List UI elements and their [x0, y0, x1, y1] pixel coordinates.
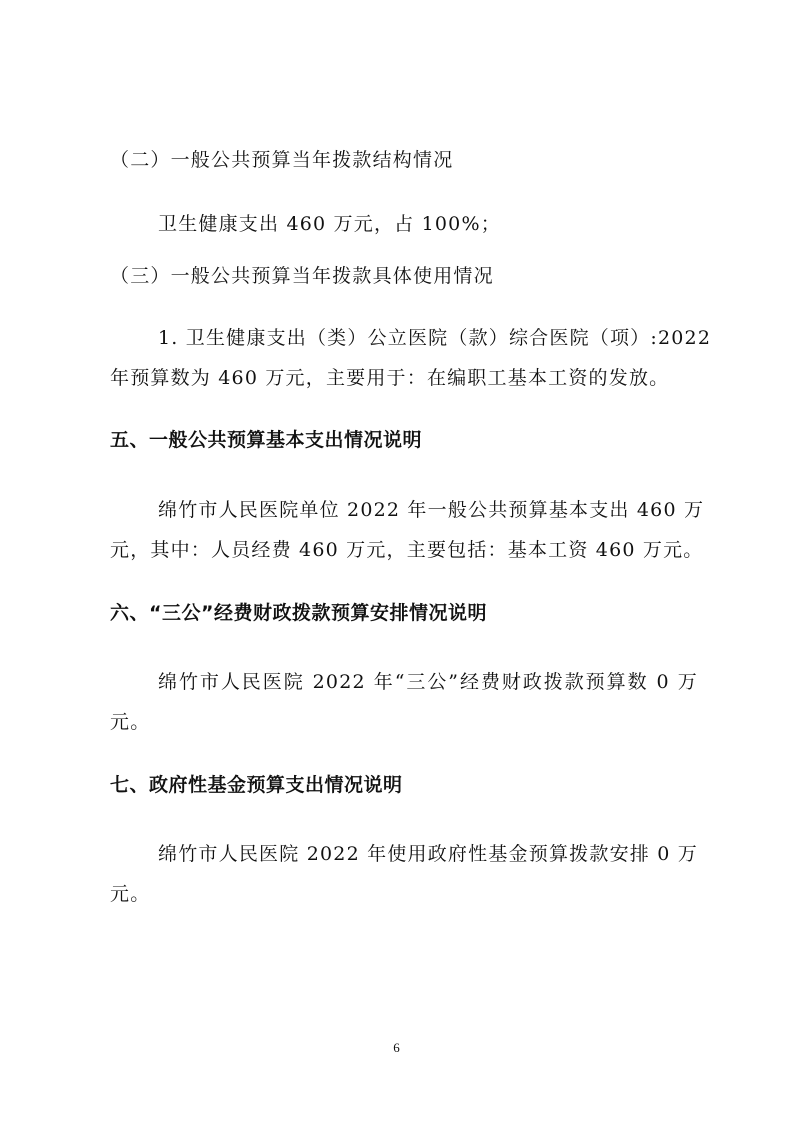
- page-number: 6: [393, 1040, 400, 1055]
- section-heading-5: 五、一般公共预算基本支出情况说明: [110, 429, 423, 451]
- section-6-paragraph-line2: 元。: [110, 711, 151, 733]
- section-7-paragraph-line2: 元。: [110, 883, 151, 905]
- subsection-heading-3: （三）一般公共预算当年拨款具体使用情况: [110, 265, 494, 287]
- section-heading-6: 六、“三公”经费财政拨款预算安排情况说明: [110, 602, 487, 624]
- section-5-paragraph-line1: 绵竹市人民医院单位 2022 年一般公共预算基本支出 460 万: [158, 499, 705, 521]
- subsection-2-paragraph: 卫生健康支出 460 万元，占 100%；: [158, 213, 501, 235]
- section-6-paragraph-line1: 绵竹市人民医院 2022 年“三公”经费财政拨款预算数 0 万: [158, 671, 698, 693]
- subsection-3-paragraph-line1: 1. 卫生健康支出（类）公立医院（款）综合医院（项）:2022: [158, 327, 712, 349]
- section-7-paragraph-line1: 绵竹市人民医院 2022 年使用政府性基金预算拨款安排 0 万: [158, 843, 698, 865]
- section-heading-7: 七、政府性基金预算支出情况说明: [110, 774, 403, 796]
- section-5-paragraph-line2: 元，其中：人员经费 460 万元，主要包括：基本工资 460 万元。: [110, 539, 704, 561]
- subsection-3-paragraph-line2: 年预算数为 460 万元，主要用于：在编职工基本工资的发放。: [110, 367, 670, 389]
- subsection-heading-2: （二）一般公共预算当年拨款结构情况: [110, 149, 454, 171]
